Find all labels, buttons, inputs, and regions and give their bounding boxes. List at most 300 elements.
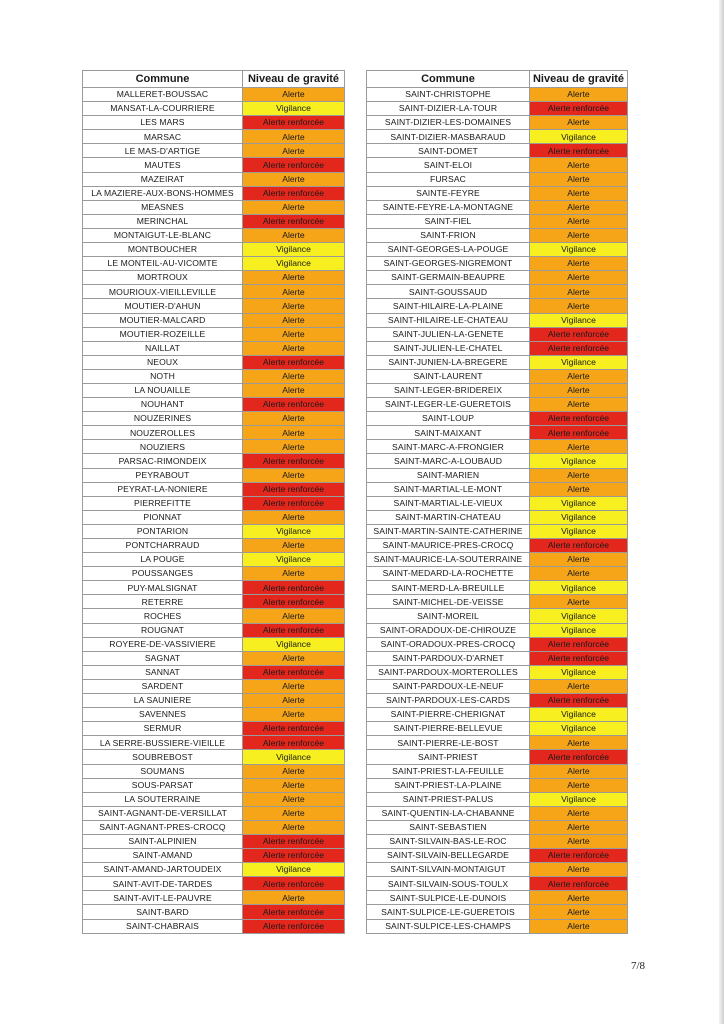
commune-cell: SAINT-PARDOUX-MORTEROLLES [367, 665, 530, 679]
niveau-cell: Alerte renforcée [530, 849, 628, 863]
table-row [367, 214, 628, 228]
commune-cell: MALLERET-BOUSSAC [83, 88, 243, 102]
table-row [367, 806, 628, 820]
table-row [367, 708, 628, 722]
table-row [367, 849, 628, 863]
niveau-cell: Alerte [243, 694, 345, 708]
niveau-cell: Vigilance [530, 609, 628, 623]
table-row [367, 524, 628, 538]
niveau-cell: Alerte renforcée [243, 355, 345, 369]
niveau-cell: Alerte [530, 285, 628, 299]
commune-cell: SAINT-MAURICE-PRES-CROCQ [367, 539, 530, 553]
table-row [367, 651, 628, 665]
table-row [367, 581, 628, 595]
commune-cell: SAINT-MOREIL [367, 609, 530, 623]
table-row [83, 665, 345, 679]
table-row [83, 355, 345, 369]
niveau-cell: Vigilance [530, 510, 628, 524]
niveau-cell: Alerte renforcée [243, 581, 345, 595]
table-row [367, 722, 628, 736]
niveau-cell: Alerte [243, 341, 345, 355]
niveau-cell: Alerte [530, 172, 628, 186]
table-row [83, 412, 345, 426]
table-row [367, 496, 628, 510]
table-row [83, 581, 345, 595]
niveau-cell: Vigilance [530, 792, 628, 806]
commune-cell: SAINT-SILVAIN-MONTAIGUT [367, 863, 530, 877]
niveau-cell: Alerte [530, 88, 628, 102]
commune-cell: SAINT-MARTIAL-LE-VIEUX [367, 496, 530, 510]
commune-cell: SAINT-LEGER-BRIDEREIX [367, 383, 530, 397]
commune-cell: SAINT-DIZIER-LES-DOMAINES [367, 116, 530, 130]
commune-cell: SAINT-CHABRAIS [83, 919, 243, 933]
table-row [367, 398, 628, 412]
commune-cell: LA MAZIERE-AUX-BONS-HOMMES [83, 186, 243, 200]
commune-cell: SAINT-ELOI [367, 158, 530, 172]
commune-cell: SAINT-AVIT-DE-TARDES [83, 877, 243, 891]
niveau-cell: Vigilance [530, 722, 628, 736]
table-row [83, 468, 345, 482]
commune-cell: ROYERE-DE-VASSIVIERE [83, 637, 243, 651]
commune-cell: SAINT-ORADOUX-DE-CHIROUZE [367, 623, 530, 637]
niveau-cell: Alerte [243, 778, 345, 792]
niveau-cell: Vigilance [243, 863, 345, 877]
table-row [367, 637, 628, 651]
commune-cell: SAINT-AVIT-LE-PAUVRE [83, 891, 243, 905]
niveau-cell: Alerte [243, 708, 345, 722]
niveau-cell: Alerte renforcée [243, 116, 345, 130]
niveau-cell: Alerte [530, 891, 628, 905]
commune-cell: SAINT-DIZIER-MASBARAUD [367, 130, 530, 144]
niveau-cell: Vigilance [243, 637, 345, 651]
commune-cell: PONTCHARRAUD [83, 539, 243, 553]
commune-cell: MOUTIER-MALCARD [83, 313, 243, 327]
table-row [83, 482, 345, 496]
niveau-cell: Alerte renforcée [243, 834, 345, 848]
commune-cell: SAINT-MARTIN-SAINTE-CATHERINE [367, 524, 530, 538]
table-row [367, 679, 628, 693]
commune-cell: SAINT-PRIEST-PALUS [367, 792, 530, 806]
table-row [83, 778, 345, 792]
table-row [367, 383, 628, 397]
table-row [83, 186, 345, 200]
commune-cell: SANNAT [83, 665, 243, 679]
niveau-cell: Alerte [530, 116, 628, 130]
niveau-cell: Alerte [243, 806, 345, 820]
table-row [83, 172, 345, 186]
table-row [83, 257, 345, 271]
niveau-cell: Vigilance [530, 708, 628, 722]
table-row [83, 679, 345, 693]
commune-cell: PIONNAT [83, 510, 243, 524]
table-row [83, 116, 345, 130]
commune-cell: MONTAIGUT-LE-BLANC [83, 228, 243, 242]
commune-cell: PEYRAT-LA-NONIERE [83, 482, 243, 496]
table-row [83, 454, 345, 468]
commune-cell: NOTH [83, 369, 243, 383]
table-row [83, 341, 345, 355]
commune-cell: MORTROUX [83, 271, 243, 285]
commune-cell: SAINT-HILAIRE-LA-PLAINE [367, 299, 530, 313]
niveau-cell: Alerte renforcée [530, 539, 628, 553]
niveau-cell: Alerte [530, 764, 628, 778]
commune-cell: LA NOUAILLE [83, 383, 243, 397]
commune-cell: SAINT-JUNIEN-LA-BREGERE [367, 355, 530, 369]
niveau-cell: Alerte [243, 228, 345, 242]
commune-cell: LE MONTEIL-AU-VICOMTE [83, 257, 243, 271]
commune-cell: SAINT-MARC-A-FRONGIER [367, 440, 530, 454]
niveau-cell: Alerte [243, 144, 345, 158]
table-row [367, 553, 628, 567]
gravity-table-left [82, 70, 345, 934]
niveau-cell: Alerte renforcée [243, 665, 345, 679]
commune-cell: SAINT-FIEL [367, 214, 530, 228]
table-body-right [367, 88, 628, 934]
table-row [83, 891, 345, 905]
niveau-cell: Alerte renforcée [530, 144, 628, 158]
niveau-cell: Alerte [243, 820, 345, 834]
niveau-cell: Vigilance [530, 355, 628, 369]
table-row [83, 102, 345, 116]
niveau-cell: Alerte [243, 88, 345, 102]
page-edge [719, 0, 724, 1024]
table-row [367, 228, 628, 242]
niveau-cell: Alerte renforcée [243, 736, 345, 750]
niveau-cell: Alerte renforcée [243, 623, 345, 637]
table-row [367, 834, 628, 848]
niveau-cell: Alerte [530, 820, 628, 834]
table-row [367, 792, 628, 806]
table-row [83, 722, 345, 736]
niveau-cell: Alerte renforcée [243, 877, 345, 891]
commune-cell: MOURIOUX-VIEILLEVILLE [83, 285, 243, 299]
commune-cell: SAINT-MARTIN-CHATEAU [367, 510, 530, 524]
niveau-cell: Vigilance [243, 553, 345, 567]
commune-cell: SOUBREBOST [83, 750, 243, 764]
table-row [83, 271, 345, 285]
niveau-cell: Vigilance [243, 243, 345, 257]
niveau-cell: Alerte [530, 299, 628, 313]
table-row [367, 778, 628, 792]
niveau-cell: Alerte [530, 679, 628, 693]
commune-cell: SAINT-LEGER-LE-GUERETOIS [367, 398, 530, 412]
table-row [83, 398, 345, 412]
niveau-header: Niveau de gravité [243, 71, 345, 88]
niveau-cell: Alerte [530, 398, 628, 412]
commune-cell: MEASNES [83, 200, 243, 214]
table-row [367, 271, 628, 285]
niveau-cell: Vigilance [530, 454, 628, 468]
commune-cell: SAINT-PIERRE-CHERIGNAT [367, 708, 530, 722]
commune-cell: LE MAS-D'ARTIGE [83, 144, 243, 158]
niveau-cell: Vigilance [530, 665, 628, 679]
niveau-cell: Alerte renforcée [243, 849, 345, 863]
table-row [83, 327, 345, 341]
niveau-cell: Alerte renforcée [530, 341, 628, 355]
niveau-cell: Alerte [530, 158, 628, 172]
niveau-cell: Alerte [243, 539, 345, 553]
niveau-cell: Alerte [243, 426, 345, 440]
commune-cell: SAINT-MEDARD-LA-ROCHETTE [367, 567, 530, 581]
table-row [367, 355, 628, 369]
table-row [367, 623, 628, 637]
table-row [367, 257, 628, 271]
commune-cell: SAINT-PARDOUX-LE-NEUF [367, 679, 530, 693]
commune-cell: SAINT-DIZIER-LA-TOUR [367, 102, 530, 116]
table-row [367, 468, 628, 482]
table-row [367, 567, 628, 581]
table-row [83, 539, 345, 553]
niveau-cell: Alerte [243, 764, 345, 778]
commune-cell: SAINT-AGNANT-PRES-CROCQ [83, 820, 243, 834]
niveau-cell: Alerte renforcée [530, 694, 628, 708]
commune-cell: NOUZIERS [83, 440, 243, 454]
commune-cell: SAINT-MAIXANT [367, 426, 530, 440]
table-row [83, 820, 345, 834]
table-row [367, 88, 628, 102]
table-row [367, 510, 628, 524]
niveau-cell: Alerte renforcée [243, 214, 345, 228]
niveau-cell: Alerte renforcée [530, 750, 628, 764]
table-row [83, 905, 345, 919]
niveau-cell: Alerte [243, 679, 345, 693]
niveau-cell: Alerte [530, 440, 628, 454]
niveau-cell: Alerte [530, 228, 628, 242]
niveau-cell: Alerte [530, 383, 628, 397]
commune-cell: MERINCHAL [83, 214, 243, 228]
niveau-cell: Alerte [530, 567, 628, 581]
table-row [367, 102, 628, 116]
table-row [367, 905, 628, 919]
table-row [367, 116, 628, 130]
niveau-cell: Alerte renforcée [243, 905, 345, 919]
niveau-cell: Alerte [530, 834, 628, 848]
table-row [83, 595, 345, 609]
table-row [367, 341, 628, 355]
niveau-cell: Alerte renforcée [530, 651, 628, 665]
niveau-cell: Alerte renforcée [530, 102, 628, 116]
commune-cell: PIERREFITTE [83, 496, 243, 510]
table-row [367, 313, 628, 327]
niveau-cell: Alerte renforcée [243, 186, 345, 200]
commune-cell: LA POUGE [83, 553, 243, 567]
commune-cell: POUSSANGES [83, 567, 243, 581]
niveau-cell: Alerte [530, 553, 628, 567]
table-row [83, 834, 345, 848]
niveau-cell: Alerte renforcée [243, 722, 345, 736]
commune-cell: SAINT-LOUP [367, 412, 530, 426]
table-row [367, 595, 628, 609]
niveau-cell: Alerte [243, 383, 345, 397]
niveau-cell: Alerte renforcée [243, 595, 345, 609]
commune-cell: SAINT-SULPICE-LES-CHAMPS [367, 919, 530, 933]
table-row [83, 144, 345, 158]
niveau-cell: Alerte [530, 919, 628, 933]
table-row [367, 863, 628, 877]
commune-cell: SAINT-PRIEST-LA-FEUILLE [367, 764, 530, 778]
niveau-cell: Alerte [530, 595, 628, 609]
niveau-cell: Alerte [530, 186, 628, 200]
niveau-cell: Alerte [243, 271, 345, 285]
commune-cell: SAINT-DOMET [367, 144, 530, 158]
commune-cell: MAZEIRAT [83, 172, 243, 186]
table-row [83, 863, 345, 877]
table-row [367, 327, 628, 341]
commune-cell: SARDENT [83, 679, 243, 693]
commune-cell: SAINT-MICHEL-DE-VEISSE [367, 595, 530, 609]
niveau-cell: Alerte [243, 510, 345, 524]
commune-cell: SAINT-PARDOUX-LES-CARDS [367, 694, 530, 708]
commune-cell: SAINT-ALPINIEN [83, 834, 243, 848]
commune-cell: SAINT-PARDOUX-D'ARNET [367, 651, 530, 665]
table-header-row [367, 71, 628, 88]
commune-cell: SAINT-FRION [367, 228, 530, 242]
table-row [367, 200, 628, 214]
table-row [367, 665, 628, 679]
commune-cell: SAINT-BARD [83, 905, 243, 919]
commune-cell: NOUZEROLLES [83, 426, 243, 440]
commune-cell: SAINT-SILVAIN-BAS-LE-ROC [367, 834, 530, 848]
commune-cell: SAINT-AMAND-JARTOUDEIX [83, 863, 243, 877]
table-row [83, 369, 345, 383]
niveau-cell: Alerte [530, 257, 628, 271]
commune-cell: SAINT-PRIEST [367, 750, 530, 764]
niveau-cell: Alerte [243, 130, 345, 144]
table-row [367, 426, 628, 440]
niveau-cell: Vigilance [530, 313, 628, 327]
table-row [83, 440, 345, 454]
niveau-cell: Alerte [243, 651, 345, 665]
table-row [367, 891, 628, 905]
table-row [367, 158, 628, 172]
commune-cell: SAINT-MARTIAL-LE-MONT [367, 482, 530, 496]
niveau-cell: Alerte [530, 778, 628, 792]
niveau-cell: Vigilance [530, 130, 628, 144]
table-row [83, 228, 345, 242]
table-row [367, 369, 628, 383]
page-number: 7/8 [631, 960, 646, 972]
table-row [83, 130, 345, 144]
niveau-cell: Vigilance [243, 102, 345, 116]
table-row [367, 440, 628, 454]
niveau-cell: Alerte [530, 271, 628, 285]
table-row [367, 919, 628, 933]
niveau-cell: Alerte renforcée [243, 398, 345, 412]
commune-cell: LA SAUNIERE [83, 694, 243, 708]
table-row [83, 849, 345, 863]
commune-cell: MONTBOUCHER [83, 243, 243, 257]
table-row [83, 764, 345, 778]
table-row [367, 285, 628, 299]
niveau-cell: Vigilance [243, 524, 345, 538]
commune-cell: SAINT-PIERRE-LE-BOST [367, 736, 530, 750]
niveau-cell: Vigilance [530, 496, 628, 510]
niveau-cell: Alerte renforcée [530, 877, 628, 891]
commune-cell: LES MARS [83, 116, 243, 130]
niveau-cell: Alerte [530, 468, 628, 482]
table-row [83, 877, 345, 891]
niveau-cell: Alerte [243, 468, 345, 482]
commune-cell: SAINT-AMAND [83, 849, 243, 863]
commune-cell: SAINT-SILVAIN-SOUS-TOULX [367, 877, 530, 891]
commune-cell: SOUMANS [83, 764, 243, 778]
table-row [83, 285, 345, 299]
niveau-cell: Alerte renforcée [243, 482, 345, 496]
table-row [83, 299, 345, 313]
table-row [83, 200, 345, 214]
table-row [83, 708, 345, 722]
niveau-cell: Vigilance [530, 581, 628, 595]
commune-cell: SAINT-LAURENT [367, 369, 530, 383]
commune-cell: NOUZERINES [83, 412, 243, 426]
niveau-cell: Alerte [530, 736, 628, 750]
table-row [83, 792, 345, 806]
table-row [83, 637, 345, 651]
table-row [83, 524, 345, 538]
niveau-cell: Alerte renforcée [530, 327, 628, 341]
niveau-cell: Alerte renforcée [243, 454, 345, 468]
niveau-cell: Vigilance [243, 257, 345, 271]
table-row [83, 214, 345, 228]
table-row [83, 88, 345, 102]
table-row [83, 623, 345, 637]
commune-cell: MARSAC [83, 130, 243, 144]
table-row [83, 158, 345, 172]
niveau-cell: Alerte renforcée [243, 158, 345, 172]
table-row [83, 553, 345, 567]
niveau-header: Niveau de gravité [530, 71, 628, 88]
commune-cell: SOUS-PARSAT [83, 778, 243, 792]
commune-cell: LA SOUTERRAINE [83, 792, 243, 806]
niveau-cell: Vigilance [530, 623, 628, 637]
commune-cell: SAINT-QUENTIN-LA-CHABANNE [367, 806, 530, 820]
table-row [367, 609, 628, 623]
table-row [83, 243, 345, 257]
table-row [83, 651, 345, 665]
commune-cell: SAGNAT [83, 651, 243, 665]
table-row [83, 383, 345, 397]
table-row [367, 243, 628, 257]
commune-cell: SAINT-MERD-LA-BREUILLE [367, 581, 530, 595]
table-row [367, 144, 628, 158]
table-row [83, 510, 345, 524]
niveau-cell: Alerte [243, 313, 345, 327]
table-row [367, 299, 628, 313]
commune-cell: NAILLAT [83, 341, 243, 355]
commune-cell: SAINT-PRIEST-LA-PLAINE [367, 778, 530, 792]
niveau-cell: Alerte [243, 327, 345, 341]
table-row [367, 820, 628, 834]
table-row [367, 172, 628, 186]
niveau-cell: Alerte [530, 806, 628, 820]
commune-cell: NEOUX [83, 355, 243, 369]
table-row [83, 736, 345, 750]
table-row [83, 919, 345, 933]
table-row [83, 750, 345, 764]
commune-cell: SAINT-JULIEN-LA-GENETE [367, 327, 530, 341]
niveau-cell: Alerte [530, 369, 628, 383]
table-row [83, 609, 345, 623]
commune-cell: SAINT-MAURICE-LA-SOUTERRAINE [367, 553, 530, 567]
niveau-cell: Alerte [243, 440, 345, 454]
table-row [83, 496, 345, 510]
niveau-cell: Vigilance [530, 524, 628, 538]
commune-cell: ROUGNAT [83, 623, 243, 637]
commune-cell: SAINT-GOUSSAUD [367, 285, 530, 299]
niveau-cell: Alerte [530, 863, 628, 877]
table-header-row [83, 71, 345, 88]
niveau-cell: Alerte [243, 891, 345, 905]
